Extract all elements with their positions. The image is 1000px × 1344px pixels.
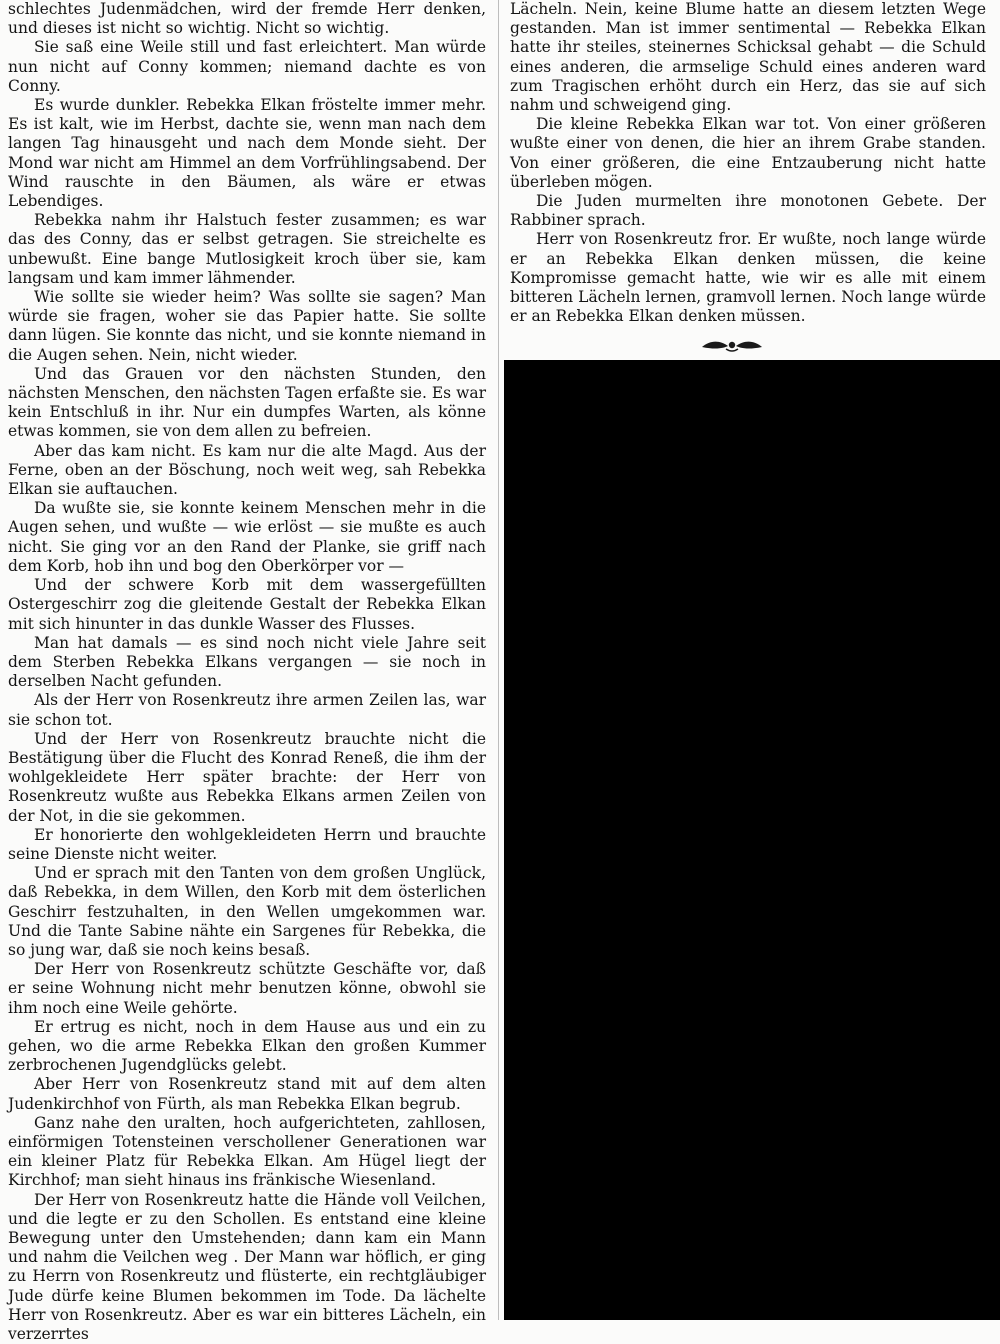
left-text-column <box>0 0 494 1344</box>
paragraph: Die kleine Rebekka Elkan war tot. Von einer größeren wußte einer von denen, die hier an ihrem Grabe standen. Von einer größeren, die eine Entzauberung nicht hatte überleben mögen. <box>510 115 986 191</box>
paragraph: Wie sollte sie wieder heim? Was sollte sie sagen? Man würde sie fragen, woher sie das Papier hatte. Sie sollte dann lügen. Sie konnte das nicht, und sie konnte niemand in die Augen sehen. Nein, nicht wieder. <box>8 288 486 364</box>
paragraph: Der Herr von Rosenkreutz hatte die Hände voll Veilchen, und die legte er zu den Schollen. Es entstand eine kleine Bewegung unter den Umstehenden; dann kam ein Mann und nahm die Veilchen weg . Der Mann war höflich, er ging zu Herrn von Rosenkreutz und flüsterte, ein rechtgläubiger Jude dürfe keine Blumen bekommen im Tode. Da lächelte Herr von Rosenkreutz. Aber es war ein bitteres Lächeln, ein verzerrtes <box>8 1190 486 1344</box>
redacted-area <box>504 360 1000 1320</box>
paragraph: Aber Herr von Rosenkreutz stand mit auf dem alten Judenkirchhof von Fürth, als man Rebekka Elkan begrub. <box>8 1075 486 1113</box>
paragraph: Man hat damals — es sind noch nicht viele Jahre seit dem Sterben Rebekka Elkans vergangen — sie noch in derselben Nacht gefunden. <box>8 633 486 691</box>
paragraph: Und der Herr von Rosenkreutz brauchte nicht die Bestätigung über die Flucht des Konrad Reneß, die ihm der wohlgekleidete Herr später brachte: der Herr von Rosenkreutz wußte aus Rebekka Elkans armen Zeilen von der Not, in die sie gekommen. <box>8 729 486 825</box>
paragraph: Ganz nahe den uralten, hoch aufgerichteten, zahllosen, einförmigen Totensteinen verschollener Generationen war ein kleiner Platz für Rebekka Elkan. Am Hügel liegt der Kirchhof; man sieht hinaus ins fränkische Wiesenland. <box>8 1113 486 1190</box>
paragraph: Und der schwere Korb mit dem wassergefüllten Ostergeschirr zog die gleitende Gestalt der Rebekka Elkan mit sich hinunter in das dunkle Wasser des Flusses. <box>8 576 486 633</box>
right-text-column <box>506 0 1000 326</box>
paragraph: Herr von Rosenkreutz fror. Er wußte, noch lange würde er an Rebekka Elkan denken müssen, die keine Kompromisse gemacht hatte, wie wir es alle mit einem bitteren Lächeln lernen, gramvoll lernen. Noch lange würde er an Rebekka Elkan denken müssen. <box>510 230 986 326</box>
paragraph: Und das Grauen vor den nächsten Stunden, den nächsten Menschen, den nächsten Tagen erfaßte sie. Es war kein Entschluß in ihr. Nur ein dumpfes Warten, als könne etwas kommen, sie von dem allen zu befreien. <box>8 364 486 441</box>
paragraph: Sie saß eine Weile still und fast erleichtert. Man würde nun nicht auf Conny kommen; niemand dachte es von Conny. <box>8 38 486 95</box>
paragraph: Da wußte sie, sie konnte keinem Menschen mehr in die Augen sehen, und wußte — wie erlöst — sie mußte es auch nicht. Sie ging vor an den Rand der Planke, sie griff nach dem Korb, hob ihn und bog den Oberkörper vor — <box>8 499 486 575</box>
column-divider <box>498 0 499 1320</box>
paragraph: Lächeln. Nein, keine Blume hatte an diesem letzten Wege gestanden. Man ist immer sentimental — Rebekka Elkan hatte ihr steiles, steinernes Schicksal gehabt — die Schuld eines anderen, die armselige Schuld eines anderen ward zum Tragischen erhöht durch ein Herz, das sie auf sich nahm und schweigend ging. <box>510 0 986 115</box>
paragraph: Und er sprach mit den Tanten von dem großen Unglück, daß Rebekka, in dem Willen, den Korb mit dem österlichen Geschirr festzuhalten, in den Wellen umgekommen war. Und die Tante Sabine nähte ein Sargenes für Rebekka, die so jung war, daß sie noch keins besaß. <box>8 864 486 959</box>
paragraph: Er ertrug es nicht, noch in dem Hause aus und ein zu gehen, wo die arme Rebekka Elkan den großen Kummer zerbrochenen Jugendglücks gelebt. <box>8 1017 486 1075</box>
paragraph: Rebekka nahm ihr Halstuch fester zusammen; es war das des Conny, das er selbst getragen. Sie streichelte es unbewußt. Eine bange Mutlosigkeit kroch über sie, kam langsam und kam immer lähmender. <box>8 211 486 287</box>
paragraph: schlechtes Judenmädchen, wird der fremde Herr denken, und dieses ist nicht so wichtig. Nicht so wichtig. <box>8 0 486 38</box>
paragraph: Es wurde dunkler. Rebekka Elkan fröstelte immer mehr. Es ist kalt, wie im Herbst, dachte sie, wenn man nach dem langen Tag hinausgeht und nach dem Monde sieht. Der Mond war nicht am Himmel an dem Vorfrühlingsabend. Der Wind rauschte in den Bäumen, als wäre er etwas Lebendiges. <box>8 96 486 211</box>
paragraph: Der Herr von Rosenkreutz schützte Geschäfte vor, daß er seine Wohnung nicht mehr benutzen könne, obwohl sie ihm noch eine Weile gehörte. <box>8 960 486 1017</box>
paragraph: Aber das kam nicht. Es kam nur die alte Magd. Aus der Ferne, oben an der Böschung, noch weit weg, sah Rebekka Elkan sie auftauchen. <box>8 441 486 499</box>
paragraph: Als der Herr von Rosenkreutz ihre armen Zeilen las, war sie schon tot. <box>8 691 486 729</box>
end-vignette-icon <box>700 336 764 354</box>
paragraph: Die Juden murmelten ihre monotonen Gebete. Der Rabbiner sprach. <box>510 192 986 230</box>
paragraph: Er honorierte den wohlgekleideten Herrn und brauchte seine Dienste nicht weiter. <box>8 825 486 863</box>
